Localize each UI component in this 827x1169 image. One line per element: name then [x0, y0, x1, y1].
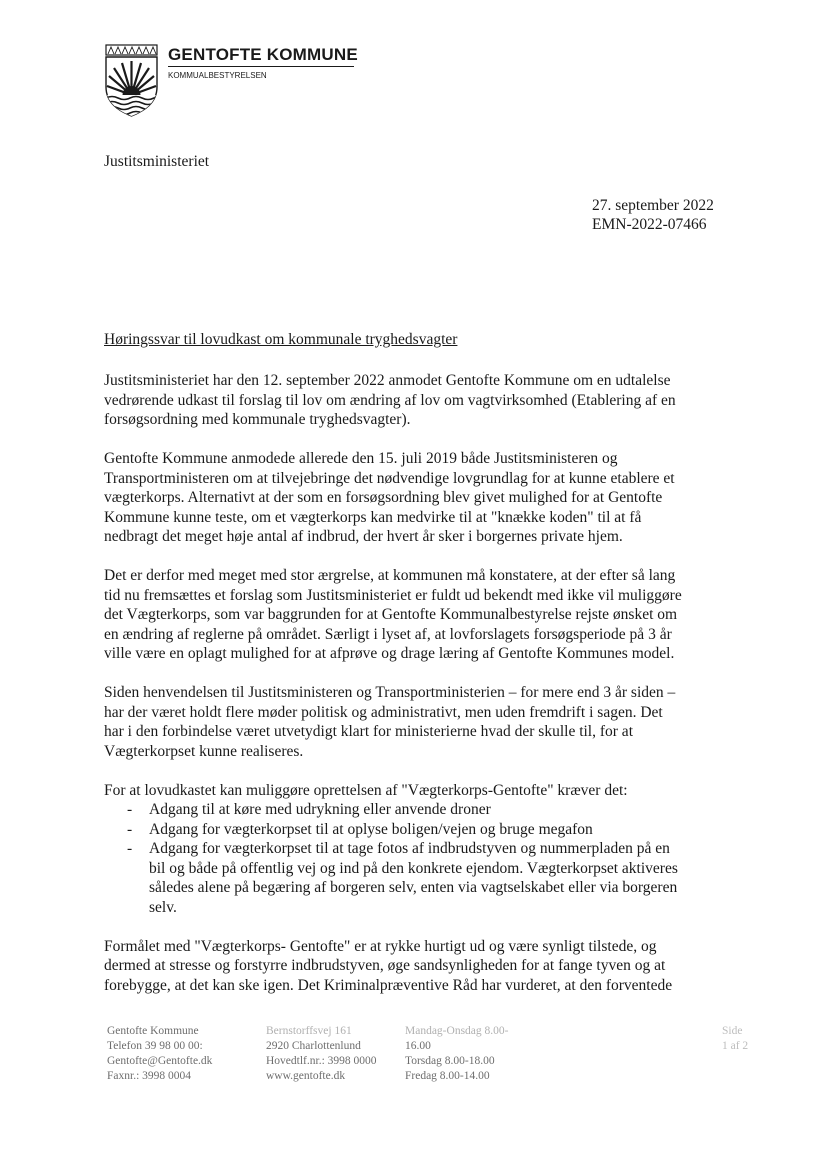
paragraph-5-intro: [104, 781, 724, 801]
letter-body: [104, 371, 724, 1015]
bullet-dash: -: [127, 820, 133, 838]
footer-line: Mandag-Onsdag 8.00-: [405, 1025, 509, 1037]
footer-line: Bernstorffsvej 161: [266, 1025, 352, 1037]
bullet-dash: -: [127, 840, 133, 857]
footer-line: Gentofte Kommune: [107, 1025, 199, 1037]
footer-contact: [107, 1024, 212, 1084]
paragraph-line: dermed at stresse og forstyrre indbrudstyven, øge sandsynligheden for at fange tyven og at: [104, 957, 666, 974]
footer-line: Hovedtlf.nr.: 3998 0000: [266, 1055, 377, 1067]
paragraph-line: Siden henvendelsen til Justitsministeren og Transportministerien – for mere end 3 år siden –: [104, 684, 676, 701]
footer-opening-hours: [405, 1024, 508, 1084]
list-item-line: selv.: [149, 898, 177, 916]
footer-line: 1 af 2: [722, 1040, 749, 1052]
paragraph-line: forsøgsordning med kommunale tryghedsvagter).: [104, 411, 411, 428]
list-item: [104, 820, 724, 840]
paragraph-line: Det er derfor med meget med stor ærgrelse, at kommunen må konstatere, at der efter så lang: [104, 567, 676, 584]
recipient: Justitsministeriet: [104, 153, 210, 170]
organization-name: GENTOFTE KOMMUNE: [168, 45, 358, 64]
paragraph-line: det Vægterkorps, som var baggrunden for at Gentofte Kommunalbestyrelse rejste ønsket om: [104, 606, 678, 623]
footer-line: Side: [722, 1025, 743, 1037]
footer-line: Fredag 8.00-14.00: [405, 1070, 490, 1082]
footer-line: 2920 Charlottenlund: [266, 1040, 361, 1052]
paragraph-line: Gentofte Kommune anmodede allerede den 15. juli 2019 både Justitsministeren og: [104, 450, 618, 467]
letter-meta: [592, 196, 714, 234]
paragraph-line: forebygge, at det kan ske igen. Det Kriminalpræventive Råd har vurderet, at den forventede: [104, 976, 673, 994]
footer-page-number: [722, 1024, 748, 1054]
bullet-dash: -: [127, 801, 133, 818]
footer-line: 16.00: [405, 1040, 431, 1052]
letter-date: 27. september 2022: [592, 197, 714, 214]
paragraph-line: Transportministeren om at tilvejebringe det nødvendige lovgrundlag for at kunne etablere et: [104, 469, 675, 487]
header-divider: [168, 66, 354, 67]
footer-line: Gentofte@Gentofte.dk: [107, 1055, 213, 1067]
list-item-line: Adgang til at køre med udrykning eller anvende droner: [149, 801, 491, 818]
footer-address: [266, 1024, 377, 1084]
paragraph-1: [104, 371, 724, 430]
letter-subject: Høringssvar til lovudkast om kommunale tryghedsvagter: [104, 331, 458, 348]
requirements-list: [104, 800, 724, 917]
paragraph-line: Justitsministeriet har den 12. september 2022 anmodet Gentofte Kommune om en udtalelse: [104, 372, 671, 389]
paragraph-line: ville være en oplagt mulighed for at afprøve og drage læring af Gentofte Kommunes model.: [104, 645, 675, 662]
paragraph-line: nedbragt det meget høje antal af indbrud, der hvert år sker i borgernes private hjem.: [104, 528, 623, 545]
letter-reference: EMN-2022-07466: [592, 216, 707, 233]
paragraph-3: [104, 566, 724, 664]
paragraph-line: har i den forbindelse været utvetydigt klart for ministerierne hvad der skulle til, for at: [104, 723, 633, 740]
paragraph-line: har der været holdt flere møder politisk og administrativt, men uden fremdrift i sagen. Det: [104, 703, 663, 721]
list-item: [104, 800, 724, 820]
list-item-line: således alene på begæring af borgeren selv, enten via vagtselskabet eller via borgeren: [149, 879, 678, 896]
paragraph-line: Kommune kunne teste, om et vægterkorps kan medvirke til at "knække koden" til at få: [104, 508, 642, 526]
paragraph-line: vedrørende udkast til forslag til lov om ændring af lov om vagtvirksomhed (Etablering af en: [104, 391, 676, 409]
footer-line: Telefon 39 98 00 00:: [107, 1040, 203, 1052]
footer-line: Faxnr.: 3998 0004: [107, 1070, 192, 1082]
list-item-line: Adgang for vægterkorpset til at tage fotos af indbrudstyven og nummerpladen på en: [149, 840, 670, 857]
paragraph-line: en ændring af reglerne på området. Særligt i lyset af, at lovforslagets forsøgsperiode på 3 år: [104, 625, 672, 643]
gentofte-coat-of-arms-icon: [104, 43, 159, 117]
paragraph-6: [104, 937, 724, 996]
paragraph-2: [104, 449, 724, 547]
list-item-line: Adgang for vægterkorpset til at oplyse boligen/vejen og bruge megafon: [149, 820, 593, 838]
footer-line: www.gentofte.dk: [266, 1070, 346, 1082]
list-item: [104, 839, 724, 917]
paragraph-line: For at lovudkastet kan muliggøre oprettelsen af "Vægterkorps-Gentofte" kræver det:: [104, 781, 628, 799]
paragraph-line: Formålet med "Vægterkorps- Gentofte" er at rykke hurtigt ud og være synligt tilstede, og: [104, 937, 657, 955]
paragraph-line: vægterkorps. Alternativt at der som en forsøgsordning blev givet mulighed for at Gentofte: [104, 489, 663, 506]
organization-subtitle: KOMMUALBESTYRELSEN: [168, 71, 267, 80]
list-item-line: bil og både på offentlig vej og ind på den konkrete ejendom. Vægterkorpset aktiveres: [149, 859, 678, 877]
paragraph-line: Vægterkorpset kunne realiseres.: [104, 742, 304, 760]
footer-line: Torsdag 8.00-18.00: [405, 1055, 495, 1067]
paragraph-4: [104, 683, 724, 761]
paragraph-line: tid nu fremsættes et forslag som Justitsministeriet er fuldt ud bekendt med ikke vil muliggøre: [104, 586, 682, 604]
